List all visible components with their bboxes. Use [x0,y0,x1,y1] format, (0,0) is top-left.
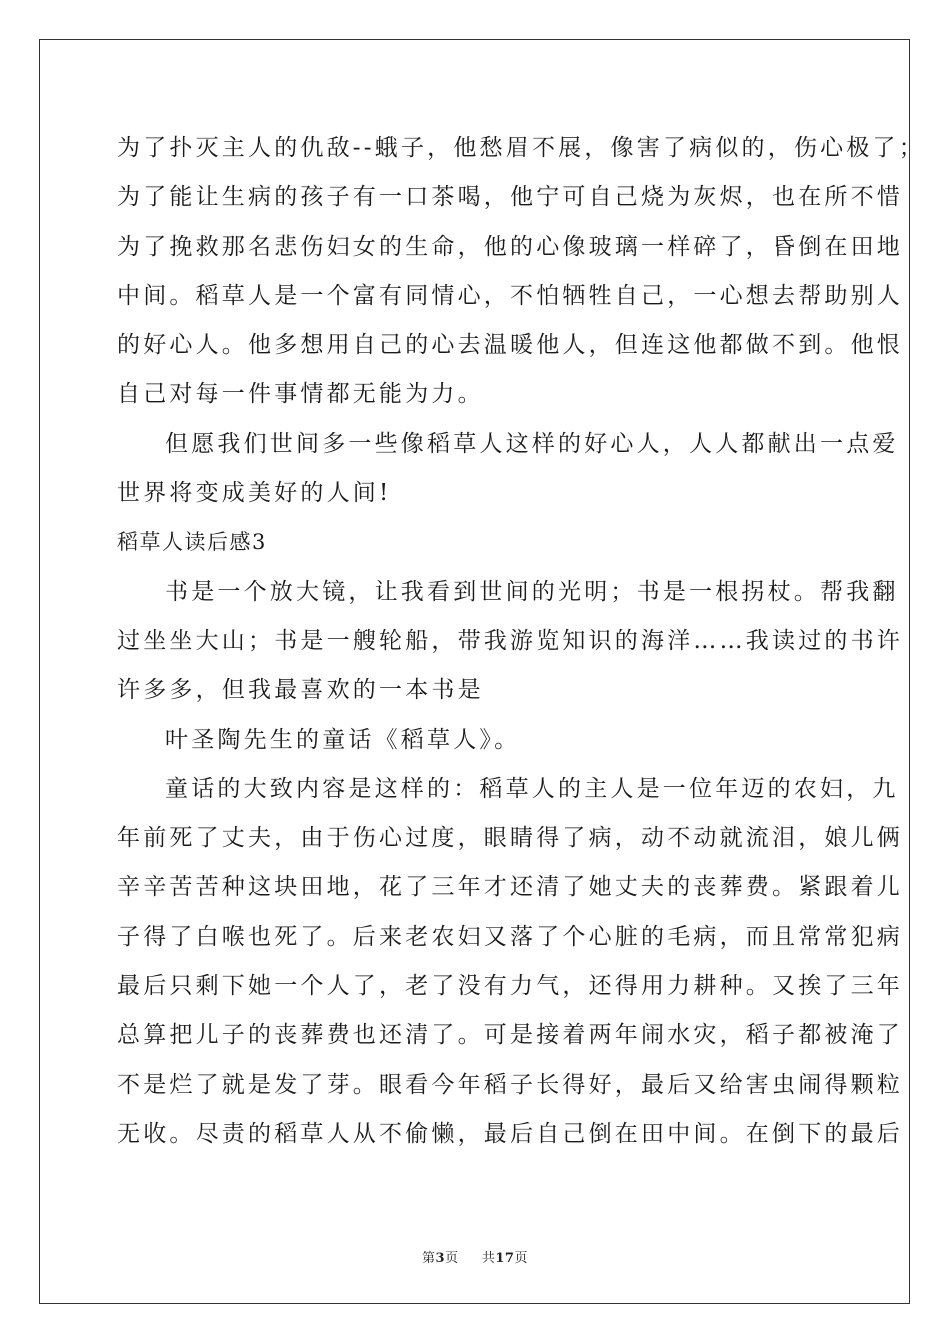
section-heading: 稻草人读后感3 [117,530,267,555]
text-line: 不是烂了就是发了芽。眼看今年稻子长得好，最后又给害虫闹得颗粒 [117,1071,903,1098]
text-line: 过坐坐大山；书是一艘轮船，带我游览知识的海洋……我读过的书许 [117,627,903,654]
text-line: 自己对每一件事情都无能为力。 [117,381,484,408]
text-line: 但愿我们世间多一些像稻草人这样的好心人，人人都献出一点爱 [165,430,899,457]
text-line: 童话的大致内容是这样的：稻草人的主人是一位年迈的农妇，九 [165,775,899,802]
page-total-label: 共17页 [481,1251,528,1266]
document-body [117,128,925,1163]
text-line: 辛辛苦苦种这块田地，花了三年才还清了她丈夫的丧葬费。紧跟着儿 [117,874,903,901]
text-line: 叶圣陶先生的童话《稻草人》。 [165,726,521,753]
text-line: 许多多，但我最喜欢的一本书是 [117,677,484,704]
text-line: 的好心人。他多想用自己的心去温暖他人，但连这他都做不到。他恨 [117,332,903,359]
text-line: 年前死了丈夫，由于伤心过度，眼睛得了病，动不动就流泪，娘儿俩 [117,825,903,852]
text-line: 子得了白喉也死了。后来老农妇又落了个心脏的毛病，而且常常犯病 [117,923,903,950]
text-line: 为了扑灭主人的仇敌--蛾子，他愁眉不展，像害了病似的，伤心极了； [117,135,925,161]
text-line: 书是一个放大镜，让我看到世间的光明；书是一根拐杖。帮我翻 [165,578,899,605]
text-line: 为了能让生病的孩子有一口茶喝，他宁可自己烧为灰烬，也在所不惜 [117,184,903,211]
text-line: 无收。尽责的稻草人从不偷懒，最后自己倒在田中间。在倒下的最后 [117,1120,903,1147]
text-line: 中间。稻草人是一个富有同情心，不怕牺牲自己，一心想去帮助别人 [117,282,903,309]
text-line: 总算把儿子的丧葬费也还清了。可是接着两年闹水灾，稻子都被淹了 [117,1022,903,1049]
text-line: 世界将变成美好的人间! [117,480,392,507]
text-line: 最后只剩下她一个人了，老了没有力气，还得用力耕种。又挨了三年 [117,973,903,1000]
page-footer [0,1247,950,1266]
text-line: 为了挽救那名悲伤妇女的生命，他的心像玻璃一样碎了，昏倒在田地 [117,233,903,260]
page-number-label: 第3页 [422,1251,459,1266]
